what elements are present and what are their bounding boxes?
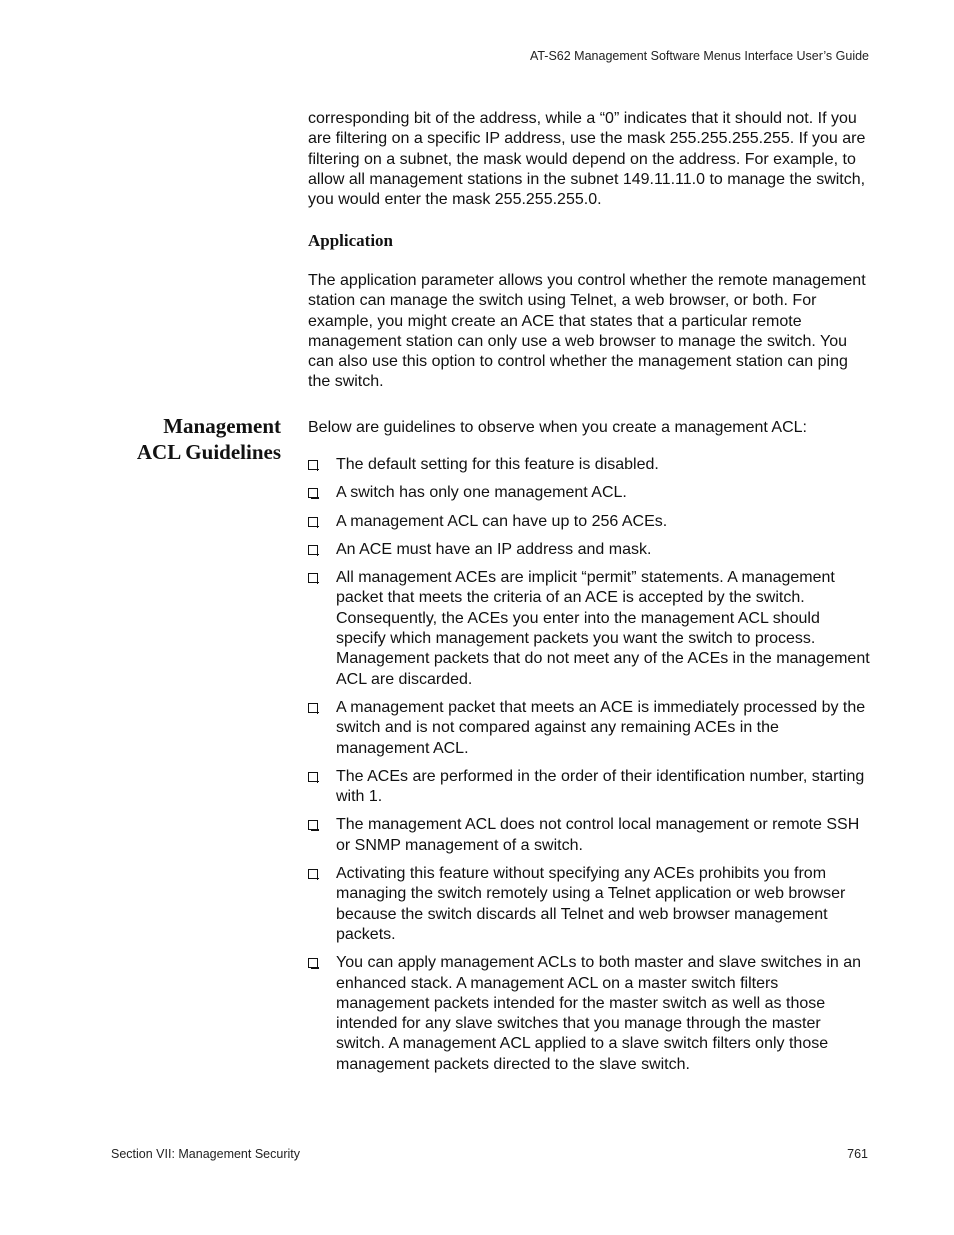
list-item-text: A switch has only one management ACL. xyxy=(336,484,627,502)
checkbox-bullet-icon xyxy=(308,573,318,583)
paragraph-application: The application parameter allows you control whether the remote management station can manage the switch using Telnet, a web browser, or both. For example, you might create an ACE that states that a particular remote management station can only use a web browser to manage the switch. You can also use this option to control whether the management station can ping the switch. xyxy=(308,272,866,391)
list-item-text: An ACE must have an IP address and mask. xyxy=(336,540,652,558)
checkbox-bullet-icon xyxy=(308,958,318,968)
checkbox-bullet-icon xyxy=(308,545,318,555)
running-header: AT-S62 Management Software Menus Interface User’s Guide xyxy=(529,49,869,63)
subheading-application: Application xyxy=(308,231,394,250)
list-item xyxy=(308,483,870,503)
checkbox-bullet-icon xyxy=(308,772,318,782)
section-heading xyxy=(100,413,281,465)
checkbox-bullet-icon xyxy=(308,517,318,527)
list-item-text: All management ACEs are implicit “permit” statements. A management packet that meets the criteria of an ACE is accepted by the switch. Consequently, the ACEs you enter into the management ACL should specify which management packets you want the switch to process. Management packets that do not meet any of the ACEs in the management ACL are discarded. xyxy=(336,569,870,688)
guidelines-intro: Below are guidelines to observe when you create a management ACL: xyxy=(308,419,807,436)
list-item xyxy=(308,767,870,808)
list-item xyxy=(308,698,870,759)
list-item xyxy=(308,953,870,1075)
section-heading-line1: Management xyxy=(163,414,281,438)
list-item xyxy=(308,455,870,475)
list-item-text: Activating this feature without specifying any ACEs prohibits you from managing the switch remotely using a Telnet application or web browser because the switch discards all Telnet and web browser management packets. xyxy=(336,865,846,943)
checkbox-bullet-icon xyxy=(308,488,318,498)
list-item xyxy=(308,540,870,560)
checkbox-bullet-icon xyxy=(308,460,318,470)
footer-page-number: 761 xyxy=(847,1147,868,1161)
list-item xyxy=(308,815,870,856)
list-item-text: You can apply management ACLs to both master and slave switches in an enhanced stack. A management ACL on a master switch filters management packets intended for the master switch as well as those intended for any slave switches that you manage through the master switch. A management ACL applied to a slave switch filters only those management packets directed to the slave switch. xyxy=(336,954,862,1073)
list-item-text: The management ACL does not control local management or remote SSH or SNMP management of a switch. xyxy=(336,816,860,854)
list-item-text: The ACEs are performed in the order of their identification number, starting with 1. xyxy=(336,767,865,806)
footer-section-label: Section VII: Management Security xyxy=(111,1147,300,1161)
checkbox-bullet-icon xyxy=(308,703,318,713)
section-heading-line2: ACL Guidelines xyxy=(136,440,281,464)
list-item xyxy=(308,568,870,690)
checkbox-bullet-icon xyxy=(308,869,318,879)
guidelines-list xyxy=(308,455,870,1083)
paragraph-mask-description: corresponding bit of the address, while a “0” indicates that it should not. If you are filtering on a specific IP address, use the mask 255.255.255.255. If you are filtering on a subnet, the mask would depend on the address. For example, to allow all management stations in the subnet 149.11.11.0 to manage the switch, you would enter the mask 255.255.255.0. xyxy=(308,110,866,209)
list-item xyxy=(308,512,870,532)
list-item-text: A management packet that meets an ACE is immediately processed by the switch and is not compared against any remaining ACEs in the management ACL. xyxy=(336,698,866,757)
list-item-text: The default setting for this feature is disabled. xyxy=(336,456,659,473)
checkbox-bullet-icon xyxy=(308,820,318,830)
list-item xyxy=(308,864,870,945)
list-item-text: A management ACL can have up to 256 ACEs. xyxy=(336,512,668,530)
